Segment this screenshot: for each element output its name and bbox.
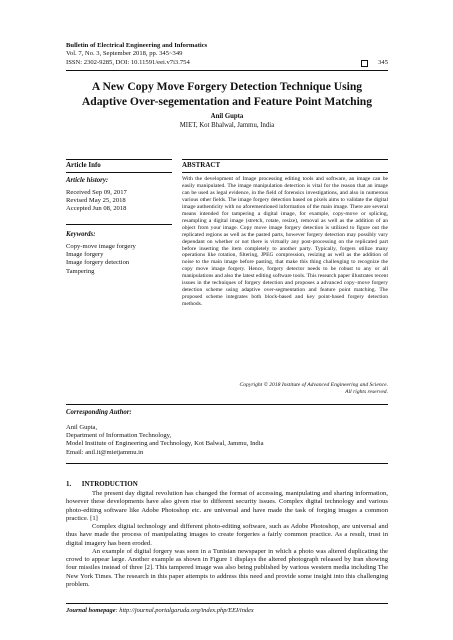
history-received: Received Sep 09, 2017 — [66, 189, 127, 196]
keyword-item: Tampering — [66, 267, 95, 275]
keywords-list — [66, 243, 136, 276]
abstract-text: With the development of Image processing editing tools and software, an image can be easily manipulated. The image manipulation detection is vital for the reason that an image can be used as legal evidence, in the field of forensics investigations, and also in numerous various other fields. The image forgery detection based on pixels aims to validate the digital image authenticity with no aforementioned information of the main image. There are several means intended for tampering a digital image, for example, copy-move or splicing, resampling a digital image (stretch, rotate, resize), removal as well as the addition of an object from your image. Copy move image forgery detection is utilized to figure out the replicated regions as well as the pasted parts, however forgery detection may possibly vary dependant on whether or not there is virtually any post-processing on the replicated part before inserting the item completely to another party. Typically, forgers utilize many operations like rotation, filtering, JPEG compression, resizing as well as the addition of noise to the main image before pasting, that make this thing challenging to recognize the copy move image forgery. Hence, forgery detector needs to be robust to any or all manipulations and also the latest editing software tools. This research paper illustrates recent issues in the techniques of forgery detection and proposes a advanced copy–move forgery detection scheme using adaptive over-segmentation and feature point matching. The proposed scheme integrates both block-based and key point-based forgery detection methods. — [182, 176, 388, 308]
corresponding-heading: Corresponding Author: — [66, 409, 132, 416]
keyword-item: Image forgery — [66, 251, 104, 259]
info-sub-rule — [66, 172, 172, 173]
issn-line — [66, 59, 388, 67]
abstract-top-rule — [182, 159, 388, 160]
abstract-heading: ABSTRACT — [182, 161, 221, 169]
homepage-url[interactable]: : http://journal.portalgaruda.org/index.php/EEI/index — [115, 607, 254, 614]
copyright-notice — [182, 382, 388, 396]
keyword-item: Image forgery detection — [66, 259, 130, 267]
history-revised: Revised May 25, 2018 — [66, 197, 126, 205]
corresponding-institute: Model Institute of Engineering and Technology, Kot Balwal, Jammu, India — [66, 440, 264, 448]
article-info-heading: Article Info — [66, 161, 101, 169]
volume-info: Vol. 7, No. 3, September 2018, pp. 345~349 — [66, 50, 183, 58]
footer-rule — [66, 603, 388, 604]
corresponding-bottom-rule — [66, 463, 388, 464]
keyword-item: Copy-move image forgery — [66, 243, 136, 250]
author-name: Anil Gupta — [210, 113, 244, 120]
intro-paragraph: An example of digital forgery was seen in a Tunisian newspaper in which a photo was altered duplicating the crowd to appear large. Another example as shown in Figure 1 displays the altered photograph released by Iran showing four missiles instead of three [2]. This tampered image was also being published by various western media including The New York Times. The research in this paper attempts to address this need and provide some insight into this challenging problem. — [66, 547, 388, 588]
copyright-line-1: Copyright © 2018 Institute of Advanced Engineering and Science. — [239, 382, 388, 388]
title-line-2: Adaptive Over-segementation and Feature Point Matching — [81, 94, 373, 108]
homepage-label: Journal homepage — [66, 607, 116, 614]
corresponding-email: Email: anil.it@mietjammu.in — [66, 448, 144, 456]
running-header — [66, 42, 388, 67]
author-affiliation: MIET, Kot Bhalwal, Jammu, India — [179, 121, 275, 129]
page-number: 345 — [378, 58, 388, 66]
corresponding-details — [66, 424, 264, 457]
abstract-sub-rule — [182, 172, 388, 173]
journal-homepage — [66, 607, 254, 614]
introduction-heading: 1. INTRODUCTION — [66, 480, 138, 488]
introduction-body — [66, 490, 388, 589]
history-accepted: Accepted Jun 08, 2018 — [66, 205, 127, 213]
title-line-1: A New Copy Move Forgery Detection Technique Using — [91, 80, 363, 93]
corresponding-top-rule — [66, 404, 388, 405]
issn-doi: ISSN: 2302-9285, DOI: 10.11591/eei.v7i3.754 — [66, 58, 190, 66]
info-top-rule — [66, 159, 172, 160]
corresponding-name: Anil Gupta, — [66, 424, 98, 431]
copyright-line-2: All rights reserved. — [345, 389, 388, 395]
history-divider — [66, 224, 172, 225]
header-rule — [66, 70, 388, 71]
author-block — [66, 113, 388, 130]
history-list — [66, 189, 127, 214]
page-square-icon — [361, 60, 368, 67]
paper-title — [66, 80, 388, 109]
journal-name: Bulletin of Electrical Engineering and Informatics — [66, 42, 208, 49]
keywords-label: Keywords: — [66, 231, 96, 238]
intro-paragraph: The present day digital revolution has changed the format of accessing, manipulating and sharing information, however these developments have also given rise to different security issues. Complex digital technology and various photo-editing software like Adobe Photoshop etc. are universal and have made the task of forging images a common practice. [1] — [66, 490, 388, 522]
history-label: Article history: — [66, 177, 109, 184]
intro-paragraph: Complex digital technology and different photo-editing software, such as Adobe Photoshop, are universal and thus have made the process of manipulating images to create forgeries a fairly common practice. As a result, trust in digital imagery has been eroded. — [66, 523, 388, 547]
corresponding-dept: Department of Information Technology, — [66, 432, 172, 440]
